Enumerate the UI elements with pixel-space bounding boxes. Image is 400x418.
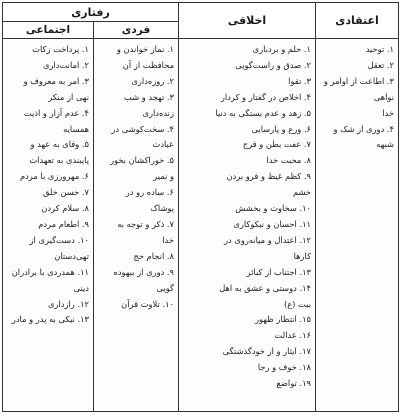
list-item: نهی از منکر — [48, 91, 90, 102]
list-item: ۱۰. دست‌گیری از — [29, 234, 90, 245]
list-item: ۳. تقوا — [288, 75, 312, 86]
list-item: ۵. خوراکشان بخور — [109, 155, 175, 166]
list-item: ۳. تهجد و شب — [124, 91, 175, 102]
list-item: ۹. دوری از بیهوده — [113, 266, 175, 277]
list-item: ۱. پرداخت زکات — [32, 44, 90, 54]
list-item: تهی‌دستان — [54, 250, 90, 261]
list-item: ۷. حسن خلق — [42, 187, 90, 198]
list-item: ۱۴. دوستی و عشق به اهل — [219, 282, 312, 293]
list-item: ۱۸. خوف و رجا — [257, 362, 312, 373]
list-item: ۹. اطعام مردم — [38, 218, 90, 229]
list-item: زنده‌داری — [142, 107, 175, 118]
list-item: ۶. مهرورزی با مردم — [19, 171, 90, 182]
list-item: گویی — [156, 282, 175, 293]
list-item: دینی — [73, 282, 90, 293]
header-raftari: رفتاری — [3, 3, 179, 22]
list-item: ۱۲. رازداری — [48, 298, 90, 309]
list-item: ۱۲. اعتدال و میانه‌روی در — [224, 234, 312, 245]
header-fardi: فردی — [94, 22, 179, 39]
list-item: ۱۶. عدالت — [274, 330, 312, 341]
list-item: خدا — [382, 107, 395, 118]
list-item: پایبندی به تعهدات — [29, 155, 90, 166]
list-eteghadi — [316, 39, 398, 153]
list-item: کارها — [293, 250, 312, 261]
list-item: ۴. اخلاص در گفتار و کردار — [220, 91, 312, 102]
list-item: ۲. امانت‌داری — [43, 59, 90, 70]
column-fardi — [94, 39, 179, 412]
list-item: ۴. سخت‌کوشی در — [111, 123, 175, 134]
list-item: ۴. عدم آزار و اذیت — [23, 107, 90, 118]
list-item: پوشاک — [150, 203, 175, 214]
column-ejtemaei — [3, 39, 94, 412]
list-item: ۲. صدق و راست‌گویی — [235, 59, 312, 70]
header-ejtemaei: اجتماعی — [3, 22, 94, 39]
list-item: ۳. اطاعت از اوامر و نواهی — [323, 75, 395, 102]
list-item: ۱۳. نیکی به پدر و مادر — [11, 314, 90, 325]
list-item: همسایه — [63, 123, 90, 134]
list-item: خشم — [292, 187, 312, 198]
list-item: ۱۷. ایثار و از خودگذشتگی — [222, 346, 312, 357]
list-item: ۶. ساده رو در — [125, 187, 175, 198]
list-item: ۱۳. اجتناب از کبائر — [246, 266, 312, 277]
list-item: ۷. عفت بطن و فرج — [242, 139, 312, 150]
list-item: ۴. دوری از شک و شبهه — [333, 123, 395, 150]
list-item: ۱. نماز خواندن و — [116, 44, 175, 54]
list-item: ۱۱. احسان و نیکوکاری — [233, 218, 312, 229]
list-item: عبادت — [152, 139, 175, 150]
list-item: ۷. ذکر و توجه به — [117, 218, 175, 229]
header-akhlaghi: اخلاقی — [179, 3, 316, 39]
list-item: ۲. تعقل — [367, 59, 395, 70]
column-akhlaghi — [179, 39, 316, 412]
column-eteghadi — [316, 39, 399, 412]
list-item: ۹. کظم غیظ و فرو بردن — [226, 171, 312, 182]
list-item: ۱۱. همدردی با برادران — [11, 266, 90, 277]
list-item: ۱. حلم و بردباری — [252, 44, 312, 54]
list-item: ۵. زهد و عدم بستگی به دنیا — [215, 107, 312, 118]
list-item: ۱۰. تلاوت قرآن — [121, 298, 175, 309]
virtues-table — [2, 2, 399, 412]
list-item: ۸. سلام کردن — [41, 203, 90, 214]
body-row — [3, 39, 399, 412]
list-item: ۲. روزه‌داری — [131, 75, 175, 86]
list-item: بیت (ع) — [283, 298, 312, 309]
list-item: ۱۵. انتظار ظهور — [255, 314, 312, 325]
list-item: ۸. محبت خدا — [266, 155, 312, 166]
list-item: ۵. وفای به عهد و — [30, 139, 90, 150]
header-row-main — [3, 3, 399, 22]
list-item: ۸. انجام حج — [133, 250, 175, 261]
list-item: ۱۹. تواضع — [276, 378, 312, 389]
header-eteghadi: اعتقادی — [316, 3, 399, 39]
list-item: ۳. امر به معروف و — [23, 75, 90, 86]
list-item: ۱۰. سخاوت و بخشش — [235, 203, 312, 214]
list-ejtemaei — [3, 39, 93, 328]
list-item: ۶. ورع و پارسایی — [251, 123, 312, 134]
list-item: محافظت از آن — [122, 59, 175, 70]
list-akhlaghi — [179, 39, 315, 392]
list-item: خدا — [162, 234, 175, 245]
list-fardi — [94, 39, 178, 312]
list-item: و نمیر — [153, 171, 175, 182]
list-item: ۱. توحید — [365, 44, 395, 54]
